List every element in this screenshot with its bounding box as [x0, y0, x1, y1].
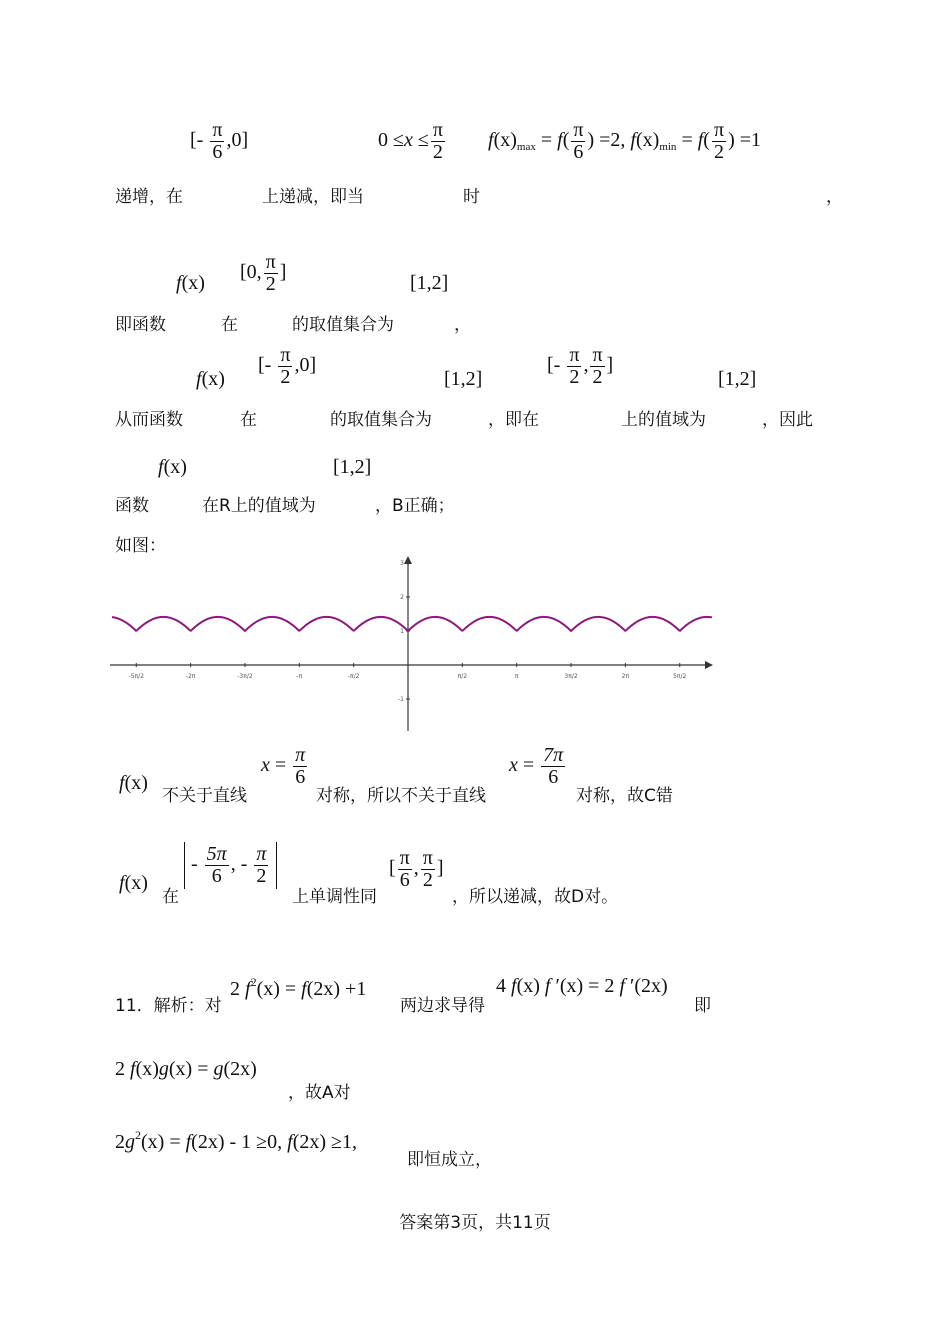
range-1-2: [1,2]: [333, 456, 372, 478]
row2-text-c: 的取值集合为: [292, 315, 394, 335]
y-tick-label: 2: [400, 594, 404, 601]
x-tick-label: π/2: [457, 673, 468, 680]
q11-end-text: 即: [694, 996, 711, 1016]
q11-equation-1: 2 $f^2(x) = f(2x) +1$: [230, 975, 367, 1000]
rowC-text-a: 不关于直线: [162, 786, 247, 806]
row3-text-b: 在: [240, 410, 257, 430]
row1-text-b: 上递减，即当: [262, 187, 364, 207]
row3-text-e: 上的值域为: [621, 410, 706, 430]
line-x-7pi6: x = $\frac{7\pi}{6}$: [509, 744, 564, 788]
q11-mid-text: 两边求导得: [400, 996, 485, 1016]
row1-text-c: 时: [463, 187, 480, 207]
rowA-text: ，故A对: [288, 1083, 351, 1103]
interval-0-pi2: [0, $\frac{\pi}{2}$ ]: [240, 251, 287, 295]
rowB-text: 即恒成立，: [407, 1150, 492, 1170]
rowD-text-b: 上单调性同: [292, 887, 377, 907]
row3-text-d: ，即在: [488, 410, 539, 430]
line-x-pi6: x = $\frac{\pi}{6}$: [261, 744, 306, 788]
x-tick-label: 2π: [621, 673, 630, 680]
x-tick-label: 5π/2: [673, 673, 687, 680]
range-1-2: [1,2]: [718, 368, 757, 390]
row4-text-a: 函数: [115, 496, 149, 516]
interval-neg5pi6-negpi2: - $\frac{5\pi}{6}$ , - $\frac{\pi}{2}$: [184, 842, 277, 889]
x-tick-label: π: [514, 673, 519, 680]
y-tick-label: 1: [400, 628, 404, 635]
range-1-2: [1,2]: [410, 272, 449, 294]
interval-neg-pi6-0: [- $\frac{\pi}{6}$ ,0]: [190, 119, 249, 163]
row2-text-a: 即函数: [115, 315, 166, 335]
rowA-equation: 2 f(x)g(x) = g(2x): [115, 1058, 257, 1080]
function-curve: [112, 617, 712, 631]
function-fx: f(x): [119, 772, 148, 794]
x-tick-label: 3π/2: [564, 673, 578, 680]
as-shown-label: 如图：: [115, 536, 166, 556]
condition-inequality: 0 ≤x ≤ $\frac{\pi}{2}$: [378, 119, 443, 163]
rowB-equation: $2g^2(x) = f(2x) - 1 \ge 0$, f(2x) ≥1,: [115, 1128, 357, 1153]
x-tick-label: -3π/2: [237, 673, 253, 680]
q11-label: 11．解析：对: [115, 996, 222, 1016]
rowD-text-c: ，所以递减，故D对。: [452, 887, 619, 907]
rowC-text-b: 对称，所以不关于直线: [316, 786, 486, 806]
y-tick-label: -1: [398, 696, 404, 703]
x-tick-label: -2π: [185, 673, 196, 680]
range-1-2: [1,2]: [444, 368, 483, 390]
row3-text-f: ，因此: [762, 410, 813, 430]
rowD-text-a: 在: [162, 887, 179, 907]
max-min-formula: $f(x)_{max} = f$( $\frac{\pi}{6}$ ) =2, $f(x)_{min} = f$( $\frac{\pi}{2}$ ) =1: [488, 119, 762, 163]
page-footer: 答案第3页，共11页: [399, 1213, 551, 1233]
row1-text-a: 递增，在: [115, 187, 183, 207]
row2-text-d: ，: [454, 315, 471, 335]
x-tick-label: -5π/2: [128, 673, 144, 680]
interval-neg-pi2-0: [- $\frac{\pi}{2}$ ,0]: [258, 344, 317, 388]
function-fx: f(x): [176, 272, 205, 294]
x-axis-arrow: [705, 661, 713, 669]
interval-neg-pi2-pi2: [- $\frac{\pi}{2}$ , $\frac{\pi}{2}$ ]: [547, 344, 614, 388]
q11-equation-2: 4 f(x) f ′(x) = 2 f ′(2x): [496, 975, 668, 997]
function-fx: f(x): [196, 368, 225, 390]
rowC-text-c: 对称，故C错: [576, 786, 673, 806]
interval-pi6-pi2: [ $\frac{\pi}{6}$ , $\frac{\pi}{2}$ ]: [389, 847, 444, 891]
row1-text-d: ，: [826, 187, 843, 207]
y-tick-label: 3: [400, 560, 404, 567]
row3-text-a: 从而函数: [115, 410, 183, 430]
function-fx: f(x): [158, 456, 187, 478]
row2-text-b: 在: [221, 315, 238, 335]
x-tick-label: -π: [296, 673, 303, 680]
row3-text-c: 的取值集合为: [330, 410, 432, 430]
function-graph: [110, 555, 715, 733]
x-tick-label: -π/2: [347, 673, 360, 680]
function-fx: f(x): [119, 872, 148, 894]
row4-text-c: ，B正确；: [375, 496, 455, 516]
row4-text-b: 在R上的值域为: [202, 496, 316, 516]
